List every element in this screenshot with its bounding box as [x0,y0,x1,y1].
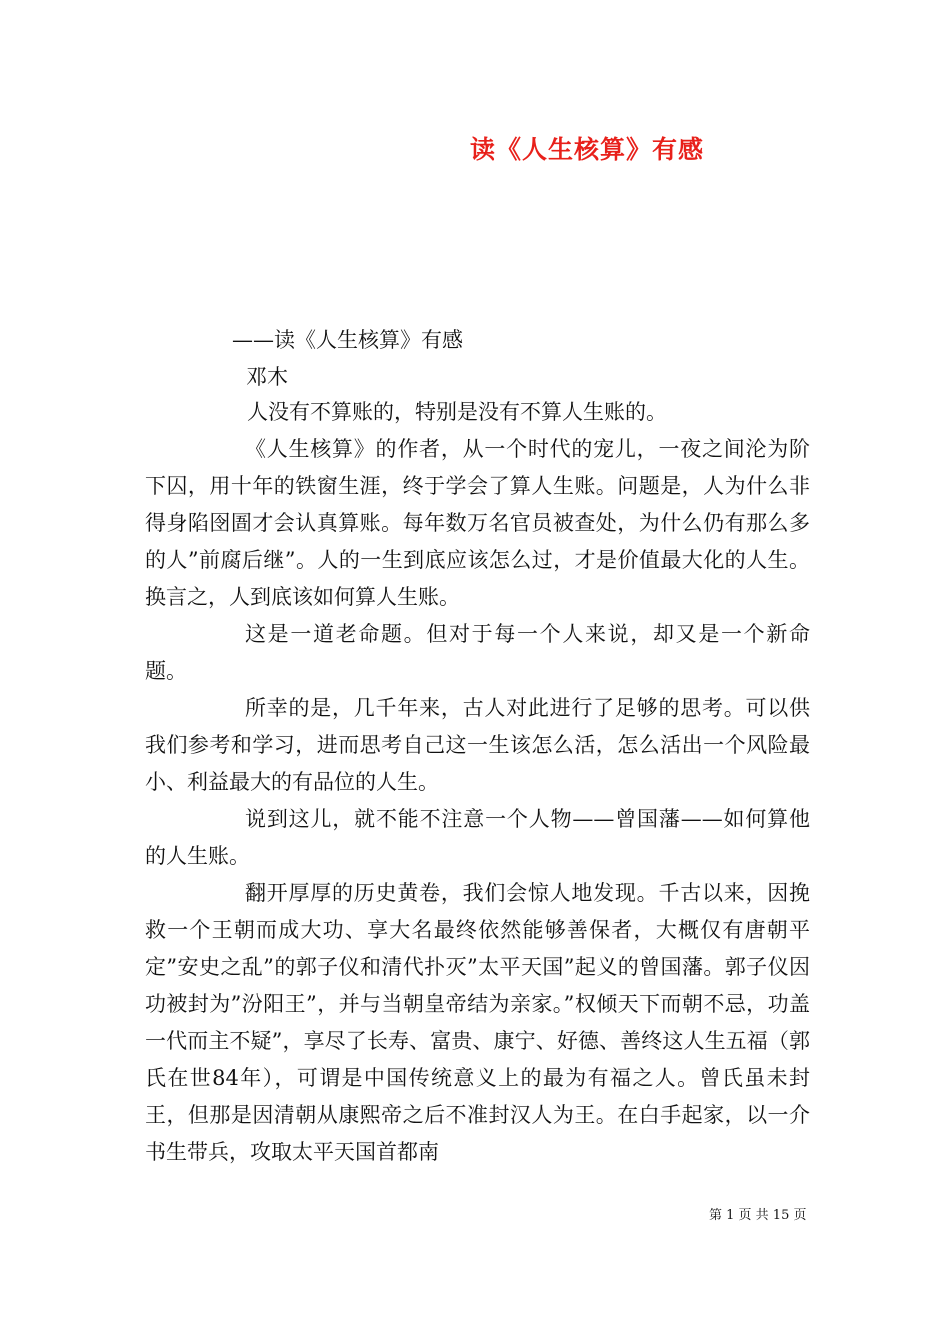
article-body [145,394,810,1171]
paragraph: 翻开厚厚的历史黄卷，我们会惊人地发现。千古以来，因挽救一个王朝而成大功、享大名最终依然能够善保者，大概仅有唐朝平定”安史之乱”的郭子仪和清代扑灭”太平天国”起义的曾国藩。郭子仪因功被封为”汾阳王”，并与当朝皇帝结为亲家。”权倾天下而朝不忌，功盖一代而主不疑”，享尽了长寿、富贵、康宁、好德、善终这人生五福（郭氏在世84年），可谓是中国传统意义上的最为有福之人。曾氏虽未封王，但那是因清朝从康熙帝之后不准封汉人为王。在白手起家，以一介书生带兵，攻取太平天国首都南 [145,881,810,1164]
paragraph: 《人生核算》的作者，从一个时代的宠儿，一夜之间沦为阶下囚，用十年的铁窗生涯，终于学会了算人生账。问题是，人为什么非得身陷囹圄才会认真算账。每年数万名官员被查处，为什么仍有那么多的人”前腐后继”。人的一生到底应该怎么过，才是价值最大化的人生。换言之，人到底该如何算人生账。 [145,437,810,609]
author-name: 邓木 [246,365,288,389]
paragraph: 这是一道老命题。但对于每一个人来说，却又是一个新命题。 [145,622,810,683]
document-title: 读《人生核算》有感 [470,135,705,164]
paragraph: 说到这儿，就不能不注意一个人物——曾国藩——如何算他的人生账。 [145,807,810,868]
subtitle-line: ——读《人生核算》有感 [232,328,463,352]
paragraph: 所幸的是，几千年来，古人对此进行了足够的思考。可以供我们参考和学习，进而思考自己这一生该怎么活，怎么活出一个风险最小、利益最大的有品位的人生。 [145,696,810,794]
paragraph: 人没有不算账的，特别是没有不算人生账的。 [247,400,667,424]
page-number-footer: 第 1 页 共 15 页 [709,1208,807,1223]
